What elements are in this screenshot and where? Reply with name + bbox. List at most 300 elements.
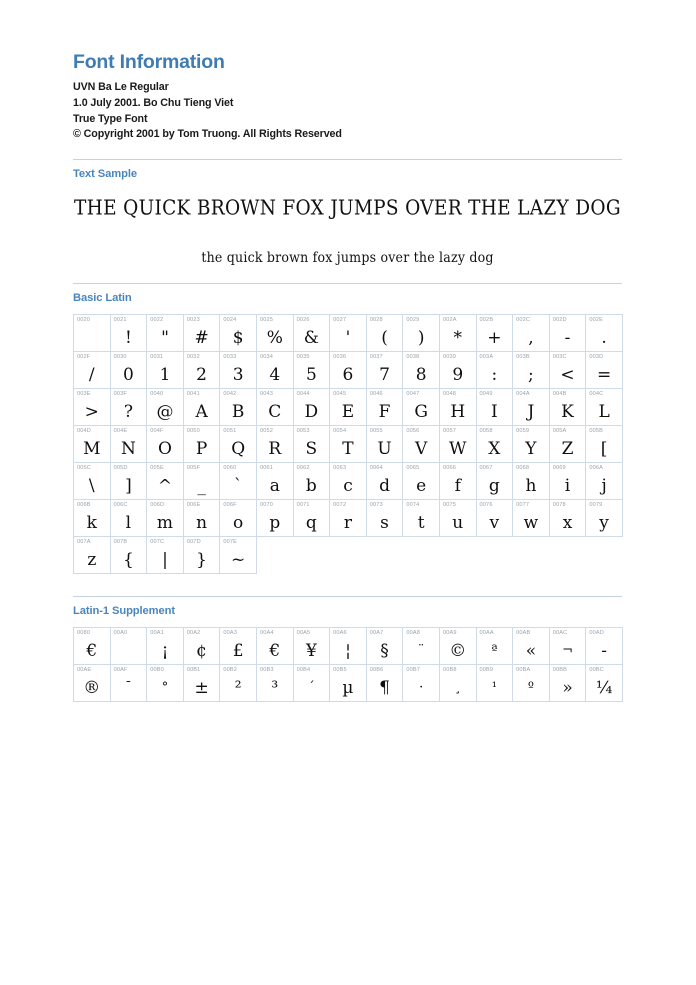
glyph-cell[interactable] [147, 315, 184, 352]
codepoint-label: 002B [479, 317, 494, 324]
glyph-character: H [450, 401, 466, 422]
glyph-cell[interactable] [111, 463, 148, 500]
glyph-character: 5 [305, 364, 317, 385]
glyph-character: # [194, 327, 209, 348]
glyph-cell[interactable] [440, 463, 477, 500]
glyph-cell[interactable] [403, 426, 440, 463]
glyph-cell[interactable] [477, 463, 514, 500]
glyph-cell[interactable] [257, 315, 294, 352]
glyph-cell[interactable] [184, 426, 221, 463]
glyph-character: º [527, 679, 534, 695]
glyph-cell[interactable] [74, 537, 111, 574]
glyph-cell[interactable] [74, 665, 111, 702]
codepoint-label: 0037 [369, 354, 383, 361]
glyph-cell[interactable] [440, 665, 477, 702]
glyph-cell[interactable] [550, 426, 587, 463]
glyph-cell[interactable] [586, 463, 623, 500]
glyph-character: w [523, 512, 539, 533]
glyph-character: µ [342, 677, 354, 698]
glyph-cell[interactable] [330, 665, 367, 702]
glyph-cell[interactable] [586, 426, 623, 463]
font-type-line: True Type Font [73, 112, 148, 125]
codepoint-label: 0036 [333, 354, 347, 361]
glyph-cell[interactable] [403, 352, 440, 389]
glyph-cell[interactable] [74, 389, 111, 426]
glyph-character: 1 [159, 364, 171, 385]
glyph-cell[interactable] [111, 537, 148, 574]
glyph-cell[interactable] [440, 352, 477, 389]
glyph-character: o [233, 512, 244, 533]
glyph-cell[interactable] [147, 426, 184, 463]
glyph-cell[interactable] [147, 463, 184, 500]
glyph-cell[interactable] [550, 628, 587, 665]
codepoint-label: 0044 [296, 391, 310, 398]
codepoint-label: 00BB [552, 667, 568, 674]
codepoint-label: 0050 [186, 428, 200, 435]
glyph-character: u [452, 512, 464, 533]
glyph-cell[interactable] [111, 426, 148, 463]
glyph-cell[interactable] [111, 628, 148, 665]
glyph-character: } [196, 549, 207, 570]
glyph-cell[interactable] [586, 352, 623, 389]
glyph-cell[interactable] [513, 628, 550, 665]
glyph-character: ¹ [491, 679, 497, 695]
glyph-cell[interactable] [294, 463, 331, 500]
codepoint-label: 0079 [589, 502, 603, 509]
glyph-cell[interactable] [111, 665, 148, 702]
glyph-cell[interactable] [367, 628, 404, 665]
codepoint-label: 0020 [77, 317, 91, 324]
glyph-character: a [269, 475, 280, 496]
glyph-character: ) [417, 327, 425, 348]
codepoint-label: 0029 [406, 317, 420, 324]
glyph-cell[interactable] [330, 315, 367, 352]
glyph-character: £ [232, 640, 244, 661]
glyph-cell[interactable] [477, 665, 514, 702]
glyph-cell[interactable] [550, 315, 587, 352]
codepoint-label: 0040 [150, 391, 164, 398]
codepoint-label: 0054 [333, 428, 347, 435]
text-sample-uppercase: THE QUICK BROWN FOX JUMPS OVER THE LAZY DOG [74, 196, 621, 221]
glyph-cell[interactable] [477, 352, 514, 389]
glyph-cell[interactable] [184, 389, 221, 426]
glyph-character: ® [83, 677, 101, 698]
glyph-character: % [266, 327, 283, 348]
glyph-cell[interactable] [294, 628, 331, 665]
glyph-cell[interactable] [586, 628, 623, 665]
glyph-cell[interactable] [294, 315, 331, 352]
glyph-cell[interactable] [184, 352, 221, 389]
codepoint-label: 00B1 [186, 667, 201, 674]
codepoint-label: 004D [77, 428, 91, 435]
glyph-cell[interactable] [257, 628, 294, 665]
codepoint-label: 004E [113, 428, 128, 435]
glyph-character: » [562, 677, 573, 698]
glyph-character: S [305, 438, 318, 459]
codepoint-label: 0066 [442, 465, 456, 472]
glyph-cell[interactable] [220, 500, 257, 537]
glyph-cell[interactable] [294, 500, 331, 537]
glyph-cell[interactable] [220, 665, 257, 702]
glyph-character: . [601, 327, 607, 348]
glyph-cell[interactable] [440, 315, 477, 352]
glyph-cell[interactable] [74, 463, 111, 500]
glyph-character: ¡ [161, 640, 169, 661]
glyph-character: h [525, 475, 537, 496]
glyph-character: = [596, 364, 612, 385]
glyph-cell[interactable] [477, 500, 514, 537]
glyph-cell[interactable] [330, 628, 367, 665]
glyph-cell[interactable] [220, 389, 257, 426]
glyph-cell[interactable] [220, 537, 257, 574]
glyph-cell[interactable] [477, 628, 514, 665]
codepoint-label: 0069 [552, 465, 566, 472]
glyph-cell[interactable] [477, 426, 514, 463]
codepoint-label: 0059 [516, 428, 530, 435]
codepoint-label: 00A4 [259, 630, 274, 637]
glyph-character: ¬ [562, 642, 573, 658]
glyph-character: n [196, 512, 208, 533]
glyph-cell[interactable] [477, 389, 514, 426]
glyph-cell[interactable] [257, 426, 294, 463]
glyph-character: P [195, 438, 208, 459]
glyph-character: « [525, 640, 537, 661]
glyph-cell[interactable] [513, 352, 550, 389]
glyph-character: 3 [232, 364, 244, 385]
codepoint-label: 004A [516, 391, 530, 398]
section-heading-latin1-supplement: Latin-1 Supplement [73, 604, 176, 617]
glyph-cell[interactable] [257, 389, 294, 426]
codepoint-label: 0060 [223, 465, 237, 472]
section-heading-basic-latin: Basic Latin [73, 291, 132, 304]
glyph-row [74, 628, 623, 665]
glyph-cell[interactable] [513, 315, 550, 352]
glyph-character: f [454, 475, 461, 496]
glyph-character: r [343, 512, 353, 533]
glyph-cell[interactable] [586, 315, 623, 352]
codepoint-label: 004B [552, 391, 567, 398]
glyph-cell[interactable] [330, 500, 367, 537]
codepoint-label: 0055 [369, 428, 383, 435]
header-spacer [73, 143, 622, 159]
codepoint-label: 00A6 [333, 630, 347, 637]
glyph-cell[interactable] [111, 352, 148, 389]
glyph-character: 6 [342, 364, 354, 385]
glyph-character: 9 [452, 364, 464, 385]
glyph-cell[interactable] [403, 628, 440, 665]
glyph-character: ] [125, 475, 132, 496]
codepoint-label: 00A8 [406, 630, 421, 637]
codepoint-label: 006B [77, 502, 91, 509]
codepoint-label: 0028 [369, 317, 383, 324]
codepoint-label: 0026 [296, 317, 310, 324]
glyph-cell[interactable] [184, 665, 221, 702]
glyph-cell[interactable] [330, 389, 367, 426]
glyph-character: \ [88, 475, 95, 496]
font-name-line: UVN Ba Le Regular [73, 81, 169, 94]
glyph-row [74, 426, 623, 463]
glyph-cell[interactable] [513, 665, 550, 702]
glyph-character: O [158, 438, 172, 459]
glyph-character: A [195, 401, 208, 422]
codepoint-label: 0063 [333, 465, 347, 472]
glyph-cell[interactable] [184, 315, 221, 352]
codepoint-label: 0041 [186, 391, 200, 398]
codepoint-label: 0027 [333, 317, 347, 324]
glyph-character: ¦ [345, 640, 351, 661]
codepoint-label: 006C [113, 502, 128, 509]
codepoint-label: 00B0 [150, 667, 164, 674]
glyph-character: - [601, 640, 607, 661]
codepoint-label: 0034 [259, 354, 274, 361]
glyph-cell[interactable] [147, 500, 184, 537]
glyph-character: € [86, 640, 98, 661]
glyph-cell[interactable] [111, 315, 148, 352]
glyph-character: ´ [308, 679, 315, 695]
glyph-character: j [601, 475, 607, 496]
glyph-character: J [527, 401, 535, 422]
glyph-cell[interactable] [403, 389, 440, 426]
glyph-character: _ [197, 475, 206, 496]
codepoint-label: 00A1 [150, 630, 164, 637]
glyph-character: x [562, 512, 573, 533]
glyph-cell[interactable] [147, 665, 184, 702]
glyph-cell[interactable] [220, 463, 257, 500]
glyph-character: ; [528, 364, 534, 385]
glyph-character: [ [600, 438, 608, 459]
glyph-cell[interactable] [74, 500, 111, 537]
glyph-cell[interactable] [586, 665, 623, 702]
codepoint-label: 00B5 [333, 667, 347, 674]
glyph-cell[interactable] [330, 352, 367, 389]
glyph-cell[interactable] [477, 315, 514, 352]
glyph-cell[interactable] [586, 500, 623, 537]
glyph-character: Y [525, 438, 537, 459]
codepoint-label: 00B3 [259, 667, 274, 674]
glyph-character: R [268, 438, 282, 459]
glyph-cell[interactable] [550, 352, 587, 389]
codepoint-label: 004C [589, 391, 604, 398]
codepoint-label: 00A2 [186, 630, 201, 637]
glyph-cell[interactable] [367, 426, 404, 463]
glyph-cell[interactable] [74, 315, 111, 352]
codepoint-label: 0061 [259, 465, 274, 472]
glyph-cell[interactable] [184, 537, 221, 574]
glyph-character: 0 [122, 364, 134, 385]
glyph-cell[interactable] [403, 315, 440, 352]
codepoint-label: 007C [150, 539, 165, 546]
glyph-row [74, 389, 623, 426]
codepoint-label: 00AB [516, 630, 531, 637]
glyph-character: 4 [269, 364, 281, 385]
glyph-cell[interactable] [550, 463, 587, 500]
codepoint-label: 0024 [223, 317, 237, 324]
glyph-cell[interactable] [220, 315, 257, 352]
glyph-cell[interactable] [294, 389, 331, 426]
glyph-cell[interactable] [294, 426, 331, 463]
glyph-cell[interactable] [147, 352, 184, 389]
glyph-cell[interactable] [513, 500, 550, 537]
codepoint-label: 0076 [479, 502, 493, 509]
glyph-row [74, 537, 623, 574]
codepoint-label: 0074 [406, 502, 420, 509]
glyph-character: : [491, 364, 498, 385]
glyph-character: | [162, 549, 168, 570]
glyph-cell[interactable] [147, 389, 184, 426]
glyph-character: b [305, 475, 317, 496]
glyph-cell[interactable] [330, 426, 367, 463]
codepoint-label: 0068 [516, 465, 530, 472]
glyph-cell[interactable] [257, 665, 294, 702]
glyph-cell[interactable] [367, 389, 404, 426]
codepoint-label: 003A [479, 354, 494, 361]
codepoint-label: 005C [77, 465, 91, 472]
codepoint-label: 0023 [186, 317, 200, 324]
glyph-character: ^ [157, 475, 173, 496]
glyph-character: · [419, 679, 424, 695]
glyph-cell[interactable] [550, 389, 587, 426]
glyph-cell[interactable] [403, 665, 440, 702]
glyph-cell[interactable] [220, 628, 257, 665]
codepoint-label: 002D [552, 317, 567, 324]
glyph-character: 7 [379, 364, 390, 385]
codepoint-label: 0067 [479, 465, 493, 472]
codepoint-label: 0043 [259, 391, 274, 398]
section-text-sample [73, 159, 622, 266]
codepoint-label: 0057 [442, 428, 456, 435]
glyph-cell[interactable] [74, 628, 111, 665]
glyph-character: ¥ [305, 640, 317, 661]
glyph-cell[interactable] [184, 463, 221, 500]
codepoint-label: 0030 [113, 354, 127, 361]
codepoint-label: 0051 [223, 428, 237, 435]
glyph-row [74, 665, 623, 702]
glyph-row [74, 463, 623, 500]
glyph-cell[interactable] [111, 389, 148, 426]
glyph-cell[interactable] [111, 500, 148, 537]
basic-latin-spacer [73, 574, 622, 596]
glyph-cell[interactable] [440, 389, 477, 426]
codepoint-label: 002C [516, 317, 531, 324]
codepoint-label: 0070 [259, 502, 274, 509]
glyph-cell[interactable] [586, 389, 623, 426]
section-heading-text-sample: Text Sample [73, 167, 137, 180]
glyph-cell[interactable] [257, 500, 294, 537]
glyph-cell[interactable] [147, 537, 184, 574]
font-version-line: 1.0 July 2001. Bo Chu Tieng Viet [73, 97, 234, 110]
glyph-cell[interactable] [74, 352, 111, 389]
glyph-cell[interactable] [257, 463, 294, 500]
glyph-character: ( [381, 327, 388, 348]
page-content [73, 52, 622, 702]
glyph-cell[interactable] [367, 463, 404, 500]
codepoint-label: 0064 [369, 465, 383, 472]
codepoint-label: 00B8 [442, 667, 457, 674]
glyph-cell[interactable] [367, 315, 404, 352]
codepoint-label: 007D [186, 539, 201, 546]
codepoint-label: 006F [223, 502, 237, 509]
codepoint-label: 0053 [296, 428, 310, 435]
codepoint-label: 005B [589, 428, 603, 435]
codepoint-label: 003B [516, 354, 530, 361]
codepoint-label: 0022 [150, 317, 164, 324]
codepoint-label: 00A5 [296, 630, 311, 637]
glyph-character: W [448, 438, 467, 459]
glyph-cell[interactable] [184, 628, 221, 665]
glyph-cell[interactable] [257, 352, 294, 389]
codepoint-label: 002A [442, 317, 457, 324]
glyph-character: ¶ [379, 677, 390, 698]
text-sample-lowercase: the quick brown fox jumps over the lazy dog [201, 248, 494, 266]
glyph-cell[interactable] [550, 665, 587, 702]
glyph-character: " [161, 327, 169, 348]
glyph-cell[interactable] [184, 500, 221, 537]
codepoint-label: 00AF [113, 667, 128, 674]
glyph-cell[interactable] [440, 426, 477, 463]
codepoint-label: 002F [77, 354, 91, 361]
glyph-character: i [564, 475, 571, 496]
glyph-character: 8 [415, 364, 427, 385]
glyph-cell[interactable] [367, 665, 404, 702]
codepoint-label: 003D [589, 354, 604, 361]
glyph-cell[interactable] [513, 389, 550, 426]
codepoint-label: 005E [150, 465, 164, 472]
glyph-character: + [487, 327, 502, 348]
glyph-cell[interactable] [513, 463, 550, 500]
glyph-cell[interactable] [367, 500, 404, 537]
glyph-character: ± [194, 677, 209, 698]
glyph-cell[interactable] [550, 500, 587, 537]
glyph-character: m [156, 512, 174, 533]
glyph-cell[interactable] [440, 500, 477, 537]
glyph-character [74, 327, 110, 349]
glyph-cell[interactable] [294, 352, 331, 389]
page-title: Font Information [73, 51, 225, 73]
glyph-cell[interactable] [220, 426, 257, 463]
glyph-cell[interactable] [367, 352, 404, 389]
glyph-character: B [231, 401, 245, 422]
glyph-character: I [490, 401, 498, 422]
glyph-cell[interactable] [513, 426, 550, 463]
codepoint-label: 00A7 [369, 630, 384, 637]
glyph-cell[interactable] [330, 463, 367, 500]
codepoint-label: 004F [150, 428, 164, 435]
glyph-cell[interactable] [220, 352, 257, 389]
glyph-cell[interactable] [403, 500, 440, 537]
glyph-cell[interactable] [294, 665, 331, 702]
glyph-character: Q [231, 438, 246, 459]
codepoint-label: 00AA [479, 630, 494, 637]
glyph-cell[interactable] [440, 628, 477, 665]
glyph-character: k [86, 512, 97, 533]
glyph-cell[interactable] [147, 628, 184, 665]
glyph-character: ³ [271, 677, 279, 698]
glyph-cell[interactable] [74, 426, 111, 463]
codepoint-label: 0033 [223, 354, 237, 361]
codepoint-label: 0073 [369, 502, 383, 509]
glyph-character: y [599, 512, 609, 533]
codepoint-label: 00B2 [223, 667, 238, 674]
section-latin1-supplement [73, 596, 622, 702]
codepoint-label: 0052 [259, 428, 274, 435]
glyph-character: d [379, 475, 390, 496]
codepoint-label: 0046 [369, 391, 383, 398]
glyph-character: L [598, 401, 610, 422]
glyph-character: t [417, 512, 425, 533]
glyph-cell[interactable] [403, 463, 440, 500]
section-basic-latin [73, 283, 622, 574]
glyph-character: ¢ [196, 640, 207, 661]
